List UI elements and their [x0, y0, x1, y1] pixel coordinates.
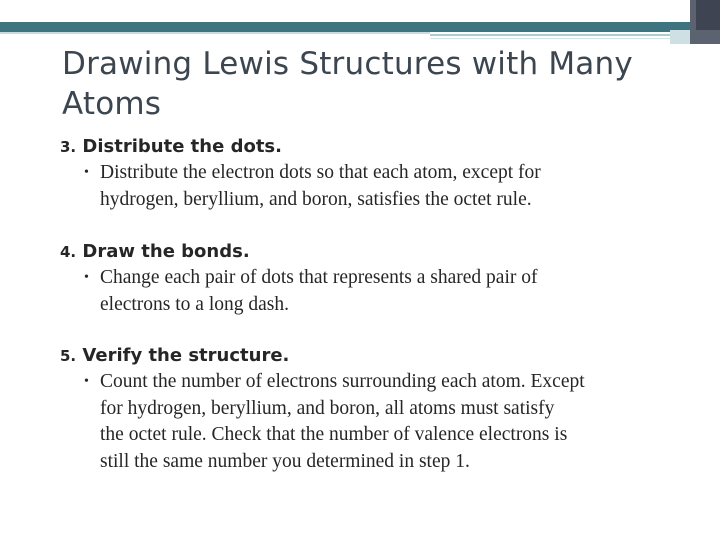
- bullet-glyph: •: [84, 374, 89, 389]
- step-number: 3.: [60, 138, 77, 156]
- band-teal-stripe: [0, 22, 720, 32]
- step-5: [60, 343, 700, 475]
- top-decorative-band: [0, 0, 720, 46]
- bullet-line: Count the number of electrons surrounding each atom. Except: [100, 371, 585, 392]
- step-4: [60, 239, 700, 318]
- slide-title: Drawing Lewis Structures with Many Atoms: [62, 46, 633, 122]
- band-thin-line: [430, 34, 670, 36]
- bullet-line: hydrogen, beryllium, and boron, satisfies the octet rule.: [100, 188, 532, 210]
- bullet-item: [84, 265, 700, 318]
- step-title: Distribute the dots.: [82, 136, 282, 157]
- bullet-glyph: •: [84, 270, 89, 285]
- band-corner-block: [670, 30, 690, 44]
- step-title: Draw the bonds.: [82, 241, 250, 262]
- bullet-item: [84, 369, 700, 475]
- bullet-line: still the same number you determined in step 1.: [100, 450, 470, 472]
- bullet-item: [84, 160, 700, 213]
- bullet-line: Change each pair of dots that represents a shared pair of: [100, 267, 538, 288]
- bullet-line: the octet rule. Check that the number of valence electrons is: [100, 424, 568, 445]
- step-heading: [60, 239, 700, 265]
- band-corner-dark: [696, 0, 720, 30]
- step-heading: [60, 134, 700, 160]
- step-heading: [60, 343, 700, 369]
- step-number: 4.: [60, 243, 77, 261]
- bullet-glyph: •: [84, 165, 89, 180]
- step-title: Verify the structure.: [82, 345, 290, 366]
- band-top: [0, 0, 720, 22]
- band-thin-line: [0, 32, 430, 34]
- bullet-line: electrons to a long dash.: [100, 293, 289, 315]
- band-thin-line: [430, 38, 670, 39]
- bullet-line: for hydrogen, beryllium, and boron, all atoms must satisfy: [100, 397, 555, 419]
- step-number: 5.: [60, 347, 77, 365]
- slide-content: [60, 134, 700, 475]
- bullet-line: Distribute the electron dots so that each atom, except for: [100, 162, 541, 183]
- step-3: [60, 134, 700, 213]
